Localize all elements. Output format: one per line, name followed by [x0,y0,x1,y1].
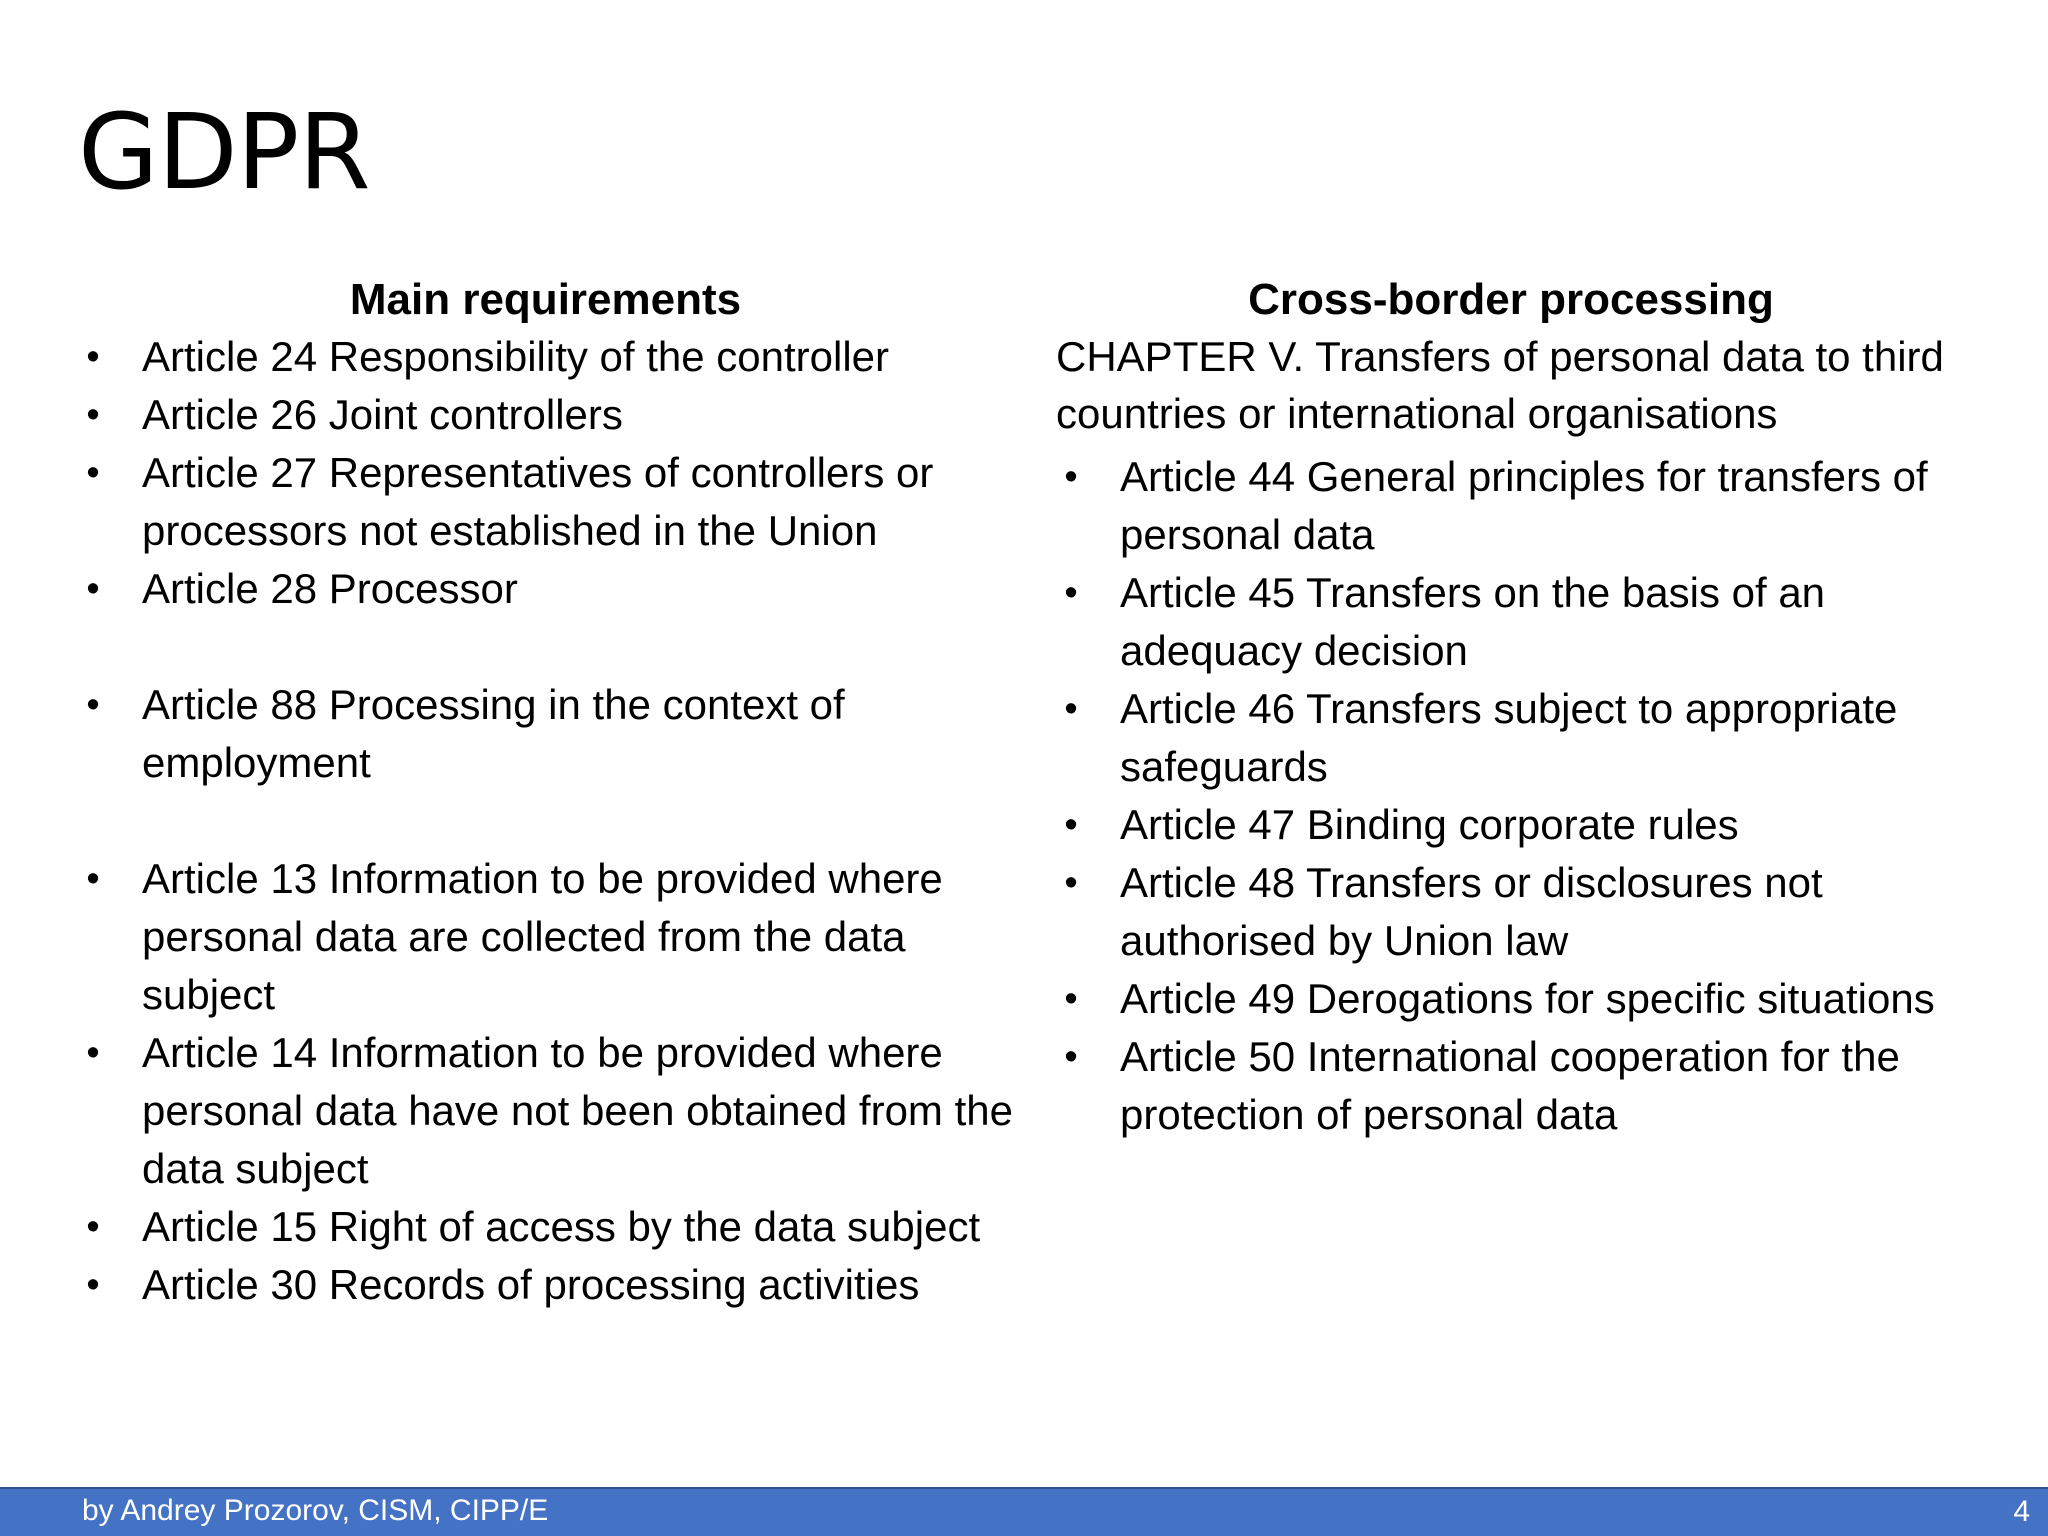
list-item [78,328,1028,386]
bullet-icon: • [1064,688,1078,730]
list-item-text: Article 48 Transfers or disclosures not authorised by Union law [1120,859,1823,964]
bullet-icon: • [1064,1036,1078,1078]
bullet-icon: • [86,394,100,436]
list-item [1056,970,1996,1028]
list-item-text: Article 46 Transfers subject to appropriate safeguards [1120,685,1898,790]
list-item-text: Article 50 International cooperation for the protection of personal data [1120,1033,1900,1138]
footer-bar [0,1487,2048,1536]
bullet-icon: • [86,1206,100,1248]
list-item-text: Article 45 Transfers on the basis of an adequacy decision [1120,569,1826,674]
main-requirements-list [78,328,1028,1314]
bullet-icon: • [86,1032,100,1074]
list-item [78,850,1028,1024]
list-item-text: Article 49 Derogations for specific situations [1120,975,1935,1022]
bullet-icon: • [86,1264,100,1306]
bullet-icon: • [86,684,100,726]
list-item-text: Article 47 Binding corporate rules [1120,801,1739,848]
main-requirements-column [78,272,1028,1314]
bullet-icon: • [86,452,100,494]
list-item-text: Article 24 Responsibility of the controller [142,333,890,380]
list-item-text: Article 88 Processing in the context of employment [142,681,845,786]
slide-title: GDPR [78,91,370,213]
list-item [1056,854,1996,970]
bullet-icon: • [86,568,100,610]
list-item-text: Article 14 Information to be provided where personal data have not been obtained from the data subject [142,1029,1013,1192]
cross-border-heading: Cross-border processing [1248,275,1774,324]
list-item-text: Article 44 General principles for transfers of personal data [1120,453,1928,558]
main-requirements-heading: Main requirements [349,275,742,324]
list-item-text: Article 30 Records of processing activities [142,1261,920,1308]
bullet-icon: • [1064,978,1078,1020]
cross-border-column [1056,272,1996,1144]
bullet-icon: • [86,336,100,378]
list-item-text: Article 28 Processor [142,565,518,612]
bullet-icon: • [1064,572,1078,614]
bullet-icon: • [1064,456,1078,498]
bullet-icon: • [1064,862,1078,904]
list-item [1056,564,1996,680]
list-item [78,1024,1028,1198]
bullet-icon: • [86,858,100,900]
list-item [78,1198,1028,1256]
list-item [78,560,1028,618]
list-item [1056,448,1996,564]
list-item-text: Article 15 Right of access by the data subject [142,1203,981,1250]
list-item [1056,680,1996,796]
list-item [78,444,1028,560]
cross-border-list [1056,448,1996,1144]
list-item [78,676,1028,792]
list-item [78,1256,1028,1314]
list-item-text: Article 13 Information to be provided where personal data are collected from the data subject [142,855,943,1018]
slide-page-number: 4 [2013,1495,2030,1528]
list-item-text: Article 26 Joint controllers [142,391,623,438]
list-item [1056,1028,1996,1144]
list-item-text: Article 27 Representatives of controllers or processors not established in the Union [142,449,934,554]
chapter-intro: CHAPTER V. Transfers of personal data to third countries or international organisations [1056,333,1944,437]
bullet-icon: • [1064,804,1078,846]
list-item [78,386,1028,444]
list-item [1056,796,1996,854]
footer-author: by Andrey Prozorov, CISM, CIPP/E [82,1494,549,1527]
